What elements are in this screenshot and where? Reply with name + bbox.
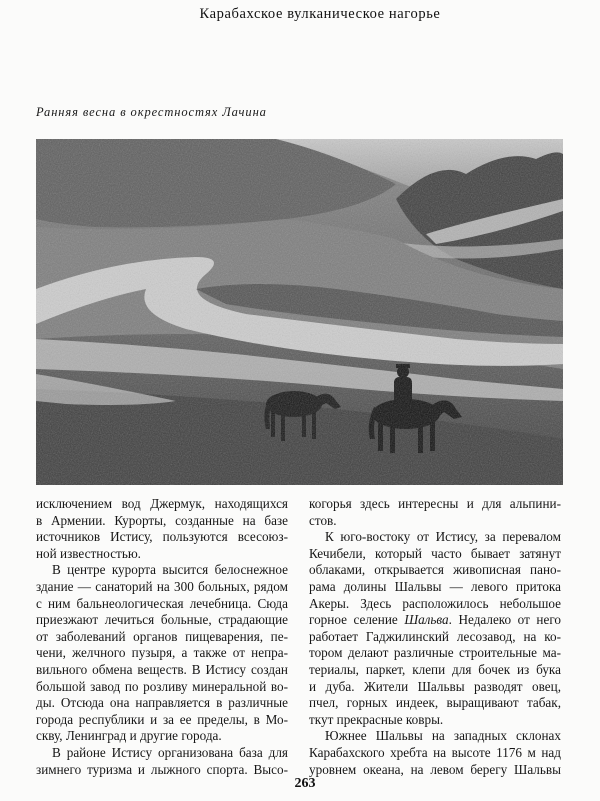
- text-line: ной известностью.: [36, 545, 141, 561]
- text-line: Акеры. Здесь расположилось небольшое: [309, 595, 561, 611]
- running-head: Карабахское вулканическое нагорье: [199, 6, 441, 22]
- text-line: источников Истису, пользуются всесоюз-: [36, 529, 288, 545]
- text-fragment: горное селение: [309, 612, 405, 628]
- text-line: города республики и за ее пределы, в Мо-: [36, 711, 288, 727]
- text-line: ды. Отсюда она направляется в различные: [36, 695, 288, 711]
- text-line: и дуба. Жители Шальвы разводят овец,: [309, 678, 561, 694]
- text-line: большой завод по розливу минеральной во-: [36, 678, 288, 694]
- text-line: К юго-востоку от Истису, за перевалом: [325, 529, 561, 545]
- text-line: ткут прекрасные ковры.: [309, 711, 444, 727]
- text-line: чени, желчного пузыря, а также от непра-: [36, 645, 288, 661]
- text-line: здание — санаторий на 300 больных, рядом: [36, 578, 288, 594]
- text-line: Южнее Шальвы на западных склонах: [325, 728, 561, 744]
- text-fragment: . Недалеко от него: [448, 612, 562, 628]
- photo-image: [36, 139, 563, 485]
- text-line: [309, 612, 561, 629]
- text-line: работает Гаджилинский лесозавод, на ко-: [309, 628, 561, 644]
- text-line: от заболеваний органов пищеварения, пе-: [36, 628, 288, 644]
- text-line: приезжают лечиться больные, страдающие: [36, 612, 288, 628]
- place-name-italic: Шальва: [404, 612, 449, 628]
- text-column-left: [36, 496, 288, 778]
- page-number: 263: [294, 776, 316, 791]
- text-line: териалы, паркет, клепи для бочек из бука: [309, 661, 561, 677]
- text-line: скву, Ленинград и другие города.: [36, 728, 222, 744]
- text-line: с ним бальнеологическая лечебница. Сюда: [36, 595, 288, 611]
- text-line: стов.: [309, 512, 337, 528]
- text-column-right: [309, 496, 561, 778]
- text-line: облаками, открывается живописная пано-: [309, 562, 561, 578]
- text-line: вильного обмена веществ. В Истису создан: [36, 661, 288, 677]
- text-line: исключением вод Джермук, находящихся: [36, 496, 288, 511]
- landscape-photo: [36, 139, 563, 485]
- text-line: уровнем океана, на левом берегу Шальвы: [309, 761, 561, 777]
- figure-caption: Ранняя весна в окрестностях Лачина: [36, 105, 267, 119]
- text-line: зимнего туризма и лыжного спорта. Высо-: [36, 761, 288, 777]
- text-line: рама долины Шальвы — левого притока: [309, 578, 561, 594]
- text-line: Кечибели, который часто бывает затянут: [309, 545, 561, 561]
- text-line: когорья здесь интересны и для альпини-: [309, 496, 561, 511]
- text-line: В центре курорта высится белоснежное: [52, 562, 288, 578]
- text-line: пчел, горных индеек, выращивают табак,: [309, 695, 561, 711]
- text-line: В районе Истису организована база для: [52, 744, 288, 760]
- text-line: в Армении. Курорты, созданные на базе: [36, 512, 288, 528]
- text-line: тором делают различные строительные ма-: [309, 645, 561, 661]
- text-line: Карабахского хребта на высоте 1176 м над: [309, 744, 561, 760]
